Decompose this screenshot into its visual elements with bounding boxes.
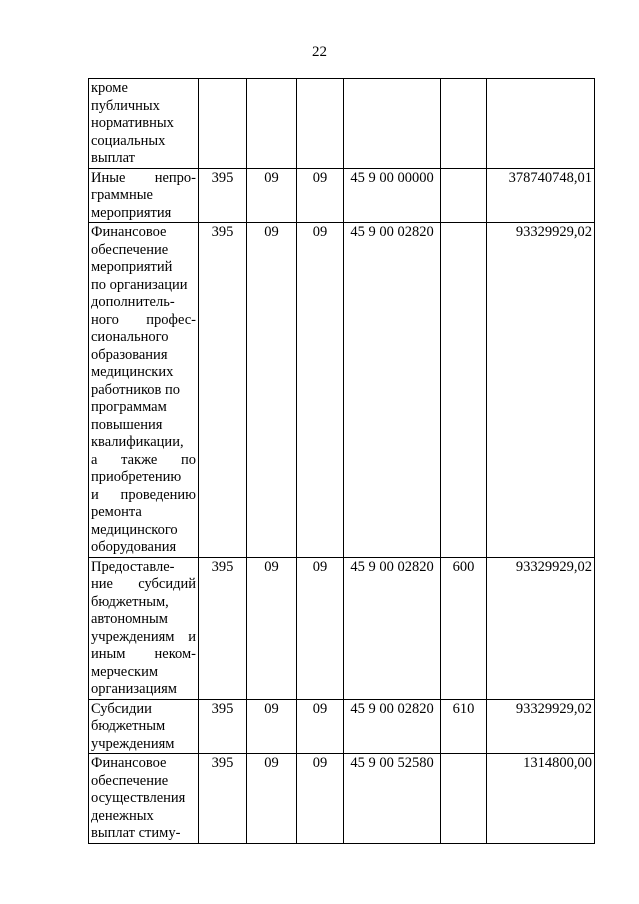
- item-name-line: осуществления: [91, 790, 186, 806]
- item-name-line: программам: [91, 399, 167, 415]
- subsection-cell: 09: [297, 168, 344, 223]
- item-name-line: ремонта: [91, 504, 142, 520]
- page-number: 22: [312, 44, 327, 60]
- item-name-line: медицинского: [91, 521, 178, 538]
- section-cell: 09: [247, 699, 297, 754]
- item-name-line: иным неком-: [91, 646, 196, 662]
- item-name-line: выплат стиму-: [91, 825, 181, 841]
- section-cell: 09: [247, 754, 297, 844]
- table-row: [89, 699, 595, 754]
- amount-cell: 93329929,02: [487, 223, 595, 558]
- item-name-cell: [89, 79, 199, 169]
- item-name-line: приобретению: [91, 469, 182, 485]
- item-name-line: оборудования: [91, 539, 177, 555]
- item-name-line: кроме: [91, 80, 128, 96]
- item-name-line: медицинских: [91, 364, 174, 380]
- item-name-cell: [89, 699, 199, 754]
- grbs-cell: 395: [199, 557, 247, 699]
- grbs-cell: 395: [199, 223, 247, 558]
- table-row: [89, 79, 595, 169]
- item-name-line: мероприятий: [91, 259, 173, 275]
- item-name-line: а также по: [91, 451, 196, 468]
- item-name-line: работников по: [91, 381, 181, 398]
- grbs-cell: 395: [199, 168, 247, 223]
- grbs-cell: 395: [199, 699, 247, 754]
- target-article-cell: 45 9 00 02820: [344, 223, 441, 558]
- section-cell: 09: [247, 557, 297, 699]
- item-name-line: мерческим: [91, 663, 159, 680]
- item-name-line: ние субсидий: [91, 576, 196, 592]
- item-name-line: граммные: [91, 187, 153, 203]
- item-name-line: нормативных: [91, 115, 174, 131]
- item-name-line: организациям: [91, 681, 177, 697]
- item-name-cell: [89, 557, 199, 699]
- subsection-cell: 09: [297, 557, 344, 699]
- section-cell: 09: [247, 168, 297, 223]
- grbs-cell: [199, 79, 247, 169]
- amount-cell: 93329929,02: [487, 557, 595, 699]
- amount-cell: 1314800,00: [487, 754, 595, 844]
- item-name-line: по организации: [91, 276, 188, 293]
- item-name-line: ного профес-: [91, 311, 196, 328]
- item-name-line: Предоставле-: [91, 558, 175, 575]
- item-name-line: дополнитель-: [91, 294, 175, 310]
- target-article-cell: 45 9 00 02820: [344, 557, 441, 699]
- amount-cell: 93329929,02: [487, 699, 595, 754]
- item-name-line: обеспечение: [91, 772, 169, 789]
- item-name-line: денежных: [91, 807, 154, 824]
- target-article-cell: 45 9 00 02820: [344, 699, 441, 754]
- target-article-cell: 45 9 00 52580: [344, 754, 441, 844]
- item-name-line: социальных: [91, 132, 166, 149]
- subsection-cell: 09: [297, 699, 344, 754]
- table-row: [89, 557, 595, 699]
- table-row: [89, 754, 595, 844]
- item-name-cell: [89, 223, 199, 558]
- item-name-line: автономным: [91, 611, 168, 627]
- item-name-line: выплат: [91, 150, 135, 166]
- item-name-line: и проведению: [91, 486, 196, 503]
- subsection-cell: [297, 79, 344, 169]
- item-name-line: Субсидии: [91, 700, 152, 717]
- item-name-cell: [89, 168, 199, 223]
- expense-type-cell: [441, 754, 487, 844]
- item-name-line: публичных: [91, 97, 160, 114]
- item-name-line: бюджетным,: [91, 593, 169, 610]
- section-cell: [247, 79, 297, 169]
- target-article-cell: [344, 79, 441, 169]
- item-name-line: мероприятия: [91, 204, 172, 221]
- item-name-line: сионального: [91, 329, 169, 345]
- item-name-line: бюджетным: [91, 718, 166, 734]
- item-name-line: учреждениям: [91, 735, 175, 752]
- subsection-cell: 09: [297, 223, 344, 558]
- item-name-cell: [89, 754, 199, 844]
- expense-type-cell: [441, 168, 487, 223]
- table-row: [89, 168, 595, 223]
- budget-table: [88, 78, 595, 844]
- expense-type-cell: 600: [441, 557, 487, 699]
- table-row: [89, 223, 595, 558]
- item-name-line: образования: [91, 346, 168, 363]
- target-article-cell: 45 9 00 00000: [344, 168, 441, 223]
- item-name-line: обеспечение: [91, 241, 169, 258]
- amount-cell: 378740748,01: [487, 168, 595, 223]
- expense-type-cell: [441, 79, 487, 169]
- amount-cell: [487, 79, 595, 169]
- expense-type-cell: 610: [441, 699, 487, 754]
- item-name-line: квалификации,: [91, 434, 184, 450]
- expense-type-cell: [441, 223, 487, 558]
- subsection-cell: 09: [297, 754, 344, 844]
- item-name-line: Иные непро-: [91, 169, 196, 186]
- item-name-line: учреждениям и: [91, 628, 196, 645]
- grbs-cell: 395: [199, 754, 247, 844]
- item-name-line: Финансовое: [91, 224, 167, 240]
- item-name-line: повышения: [91, 416, 163, 433]
- budget-table-body: [89, 79, 595, 844]
- section-cell: 09: [247, 223, 297, 558]
- item-name-line: Финансовое: [91, 755, 167, 771]
